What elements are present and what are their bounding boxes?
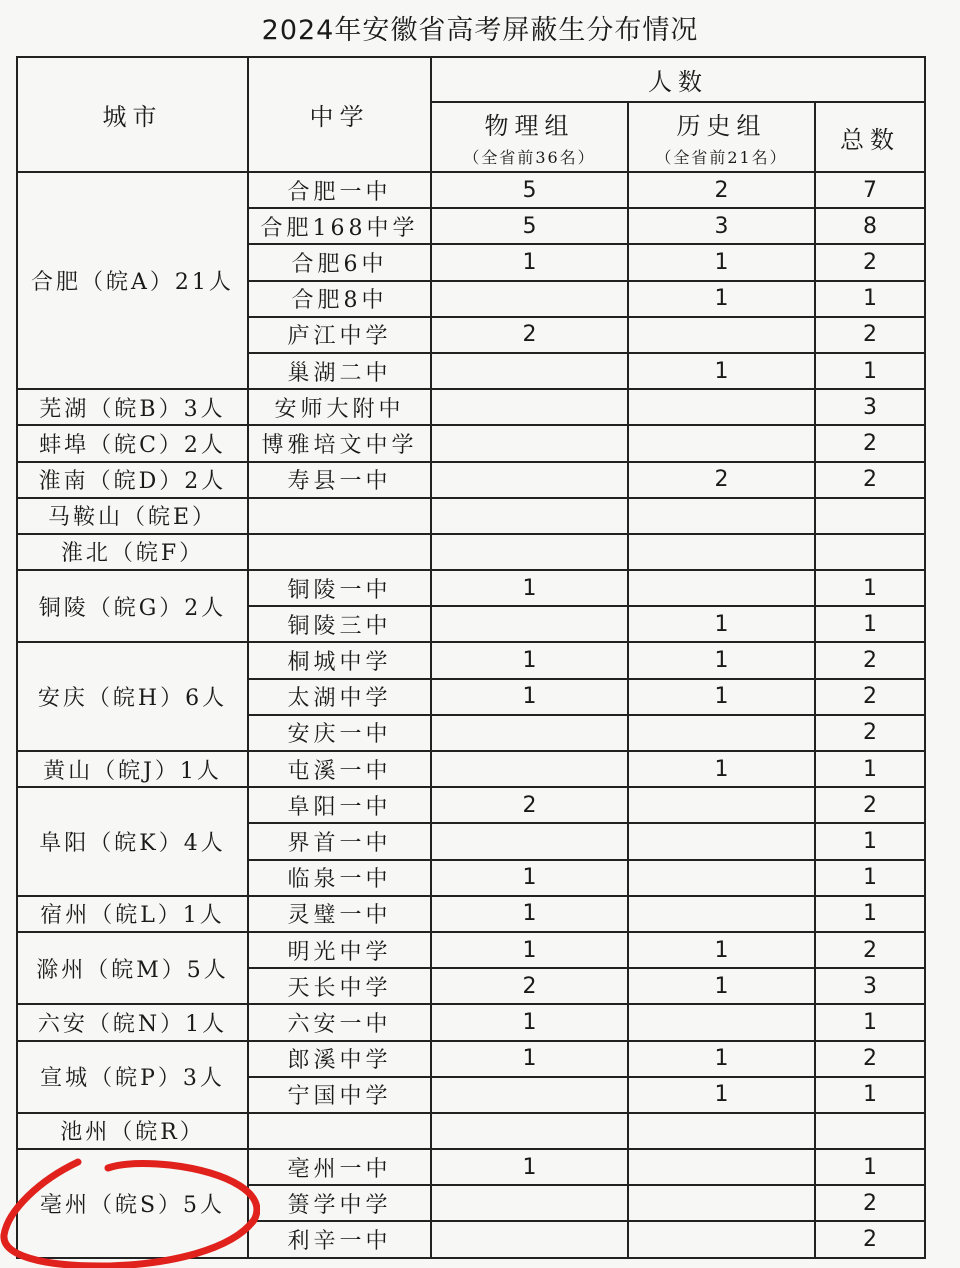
table-row — [17, 1149, 925, 1185]
school-cell: 寿县一中 — [248, 462, 431, 498]
school-cell: 利辛一中 — [248, 1221, 431, 1257]
physics-cell — [431, 1077, 628, 1113]
table-row — [17, 534, 925, 570]
physics-cell: 1 — [431, 896, 628, 932]
total-cell: 8 — [815, 208, 925, 244]
physics-cell: 2 — [431, 317, 628, 353]
history-cell: 1 — [628, 932, 815, 968]
header-physics — [431, 102, 628, 172]
header-total: 总数 — [815, 102, 925, 172]
city-cell: 淮南（皖D）2人 — [17, 462, 248, 498]
physics-cell — [431, 534, 628, 570]
physics-cell — [431, 281, 628, 317]
table-row — [17, 1004, 925, 1040]
city-cell: 亳州（皖S）5人 — [17, 1149, 248, 1258]
page-title: 2024年安徽省高考屏蔽生分布情况 — [261, 15, 699, 46]
physics-cell — [431, 353, 628, 389]
city-cell: 安庆（皖H）6人 — [17, 642, 248, 751]
history-cell — [628, 860, 815, 896]
table-row — [17, 425, 925, 461]
total-cell: 7 — [815, 172, 925, 208]
total-cell: 2 — [815, 425, 925, 461]
table-row — [17, 642, 925, 678]
total-cell: 1 — [815, 823, 925, 859]
city-cell: 滁州（皖M）5人 — [17, 932, 248, 1004]
physics-cell — [431, 425, 628, 461]
header-history-label: 历史组 — [676, 112, 767, 140]
physics-cell: 1 — [431, 860, 628, 896]
table-body — [17, 172, 925, 1258]
school-cell: 屯溪一中 — [248, 751, 431, 787]
table-row — [17, 498, 925, 534]
total-cell: 1 — [815, 281, 925, 317]
total-cell: 2 — [815, 642, 925, 678]
total-cell: 2 — [815, 679, 925, 715]
physics-cell: 1 — [431, 1149, 628, 1185]
history-cell: 1 — [628, 244, 815, 280]
history-cell: 2 — [628, 172, 815, 208]
city-cell: 芜湖（皖B）3人 — [17, 389, 248, 425]
physics-cell — [431, 389, 628, 425]
total-cell: 1 — [815, 860, 925, 896]
physics-cell — [431, 498, 628, 534]
total-cell: 2 — [815, 317, 925, 353]
school-cell: 界首一中 — [248, 823, 431, 859]
city-cell: 蚌埠（皖C）2人 — [17, 425, 248, 461]
city-cell: 池州（皖R） — [17, 1113, 248, 1149]
table-row — [17, 1041, 925, 1077]
physics-cell — [431, 462, 628, 498]
city-cell: 宣城（皖P）3人 — [17, 1041, 248, 1113]
school-cell: 箦学中学 — [248, 1185, 431, 1221]
city-cell: 铜陵（皖G）2人 — [17, 570, 248, 642]
history-cell: 1 — [628, 751, 815, 787]
history-cell: 1 — [628, 1041, 815, 1077]
table-row — [17, 570, 925, 606]
school-cell: 博雅培文中学 — [248, 425, 431, 461]
school-cell — [248, 534, 431, 570]
total-cell: 1 — [815, 353, 925, 389]
table-row — [17, 932, 925, 968]
total-cell: 2 — [815, 1221, 925, 1257]
city-cell: 马鞍山（皖E） — [17, 498, 248, 534]
total-cell: 1 — [815, 751, 925, 787]
header-city: 城市 — [17, 57, 248, 172]
history-cell — [628, 498, 815, 534]
total-cell: 2 — [815, 462, 925, 498]
total-cell — [815, 1113, 925, 1149]
history-cell: 1 — [628, 1077, 815, 1113]
physics-cell: 1 — [431, 932, 628, 968]
history-cell — [628, 1185, 815, 1221]
total-cell: 2 — [815, 1041, 925, 1077]
school-cell: 桐城中学 — [248, 642, 431, 678]
total-cell: 2 — [815, 715, 925, 751]
history-cell: 1 — [628, 679, 815, 715]
city-cell: 宿州（皖L）1人 — [17, 896, 248, 932]
physics-cell: 1 — [431, 1004, 628, 1040]
table-row — [17, 751, 925, 787]
school-cell — [248, 1113, 431, 1149]
school-cell: 阜阳一中 — [248, 787, 431, 823]
school-cell: 明光中学 — [248, 932, 431, 968]
physics-cell — [431, 1113, 628, 1149]
physics-cell: 5 — [431, 172, 628, 208]
distribution-table — [16, 56, 926, 1259]
physics-cell: 1 — [431, 679, 628, 715]
header-school: 中学 — [248, 57, 431, 172]
physics-cell: 1 — [431, 642, 628, 678]
header-physics-note: （全省前36名） — [463, 148, 596, 167]
header-history — [628, 102, 815, 172]
city-cell: 黄山（皖J）1人 — [17, 751, 248, 787]
school-cell: 铜陵三中 — [248, 606, 431, 642]
history-cell: 1 — [628, 606, 815, 642]
school-cell: 天长中学 — [248, 968, 431, 1004]
table-row — [17, 1113, 925, 1149]
school-cell: 六安一中 — [248, 1004, 431, 1040]
physics-cell: 5 — [431, 208, 628, 244]
school-cell: 庐江中学 — [248, 317, 431, 353]
physics-cell — [431, 715, 628, 751]
history-cell: 1 — [628, 281, 815, 317]
school-cell: 亳州一中 — [248, 1149, 431, 1185]
physics-cell — [431, 1185, 628, 1221]
physics-cell — [431, 751, 628, 787]
total-cell: 1 — [815, 896, 925, 932]
table-row — [17, 462, 925, 498]
history-cell — [628, 823, 815, 859]
school-cell: 宁国中学 — [248, 1077, 431, 1113]
city-cell: 合肥（皖A）21人 — [17, 172, 248, 389]
total-cell: 2 — [815, 787, 925, 823]
history-cell — [628, 570, 815, 606]
total-cell: 1 — [815, 570, 925, 606]
school-cell: 合肥8中 — [248, 281, 431, 317]
total-cell: 1 — [815, 1149, 925, 1185]
city-cell: 阜阳（皖K）4人 — [17, 787, 248, 896]
history-cell: 1 — [628, 353, 815, 389]
physics-cell: 2 — [431, 787, 628, 823]
city-cell: 六安（皖N）1人 — [17, 1004, 248, 1040]
total-cell: 1 — [815, 1077, 925, 1113]
school-cell: 合肥168中学 — [248, 208, 431, 244]
history-cell — [628, 1113, 815, 1149]
table-row — [17, 787, 925, 823]
header-physics-label: 物理组 — [484, 112, 575, 140]
history-cell — [628, 389, 815, 425]
total-cell: 3 — [815, 968, 925, 1004]
physics-cell — [431, 823, 628, 859]
school-cell: 郎溪中学 — [248, 1041, 431, 1077]
school-cell: 安师大附中 — [248, 389, 431, 425]
header-count: 人数 — [431, 57, 925, 102]
history-cell: 1 — [628, 968, 815, 1004]
history-cell — [628, 425, 815, 461]
school-cell: 太湖中学 — [248, 679, 431, 715]
physics-cell: 1 — [431, 1041, 628, 1077]
school-cell: 合肥6中 — [248, 244, 431, 280]
school-cell: 铜陵一中 — [248, 570, 431, 606]
history-cell — [628, 1004, 815, 1040]
table-row — [17, 172, 925, 208]
history-cell — [628, 317, 815, 353]
total-cell: 3 — [815, 389, 925, 425]
total-cell: 1 — [815, 1004, 925, 1040]
history-cell: 3 — [628, 208, 815, 244]
school-cell: 巢湖二中 — [248, 353, 431, 389]
physics-cell — [431, 606, 628, 642]
table-row — [17, 389, 925, 425]
header-history-note: （全省前21名） — [655, 148, 788, 167]
physics-cell — [431, 1221, 628, 1257]
history-cell — [628, 896, 815, 932]
city-cell: 淮北（皖F） — [17, 534, 248, 570]
total-cell — [815, 498, 925, 534]
school-cell: 合肥一中 — [248, 172, 431, 208]
total-cell — [815, 534, 925, 570]
history-cell: 2 — [628, 462, 815, 498]
school-cell — [248, 498, 431, 534]
physics-cell: 2 — [431, 968, 628, 1004]
total-cell: 2 — [815, 932, 925, 968]
total-cell: 1 — [815, 606, 925, 642]
history-cell — [628, 534, 815, 570]
total-cell: 2 — [815, 1185, 925, 1221]
table-row — [17, 896, 925, 932]
history-cell — [628, 1149, 815, 1185]
school-cell: 安庆一中 — [248, 715, 431, 751]
school-cell: 临泉一中 — [248, 860, 431, 896]
school-cell: 灵璧一中 — [248, 896, 431, 932]
history-cell — [628, 1221, 815, 1257]
physics-cell: 1 — [431, 570, 628, 606]
history-cell — [628, 715, 815, 751]
history-cell — [628, 787, 815, 823]
history-cell: 1 — [628, 642, 815, 678]
physics-cell: 1 — [431, 244, 628, 280]
total-cell: 2 — [815, 244, 925, 280]
